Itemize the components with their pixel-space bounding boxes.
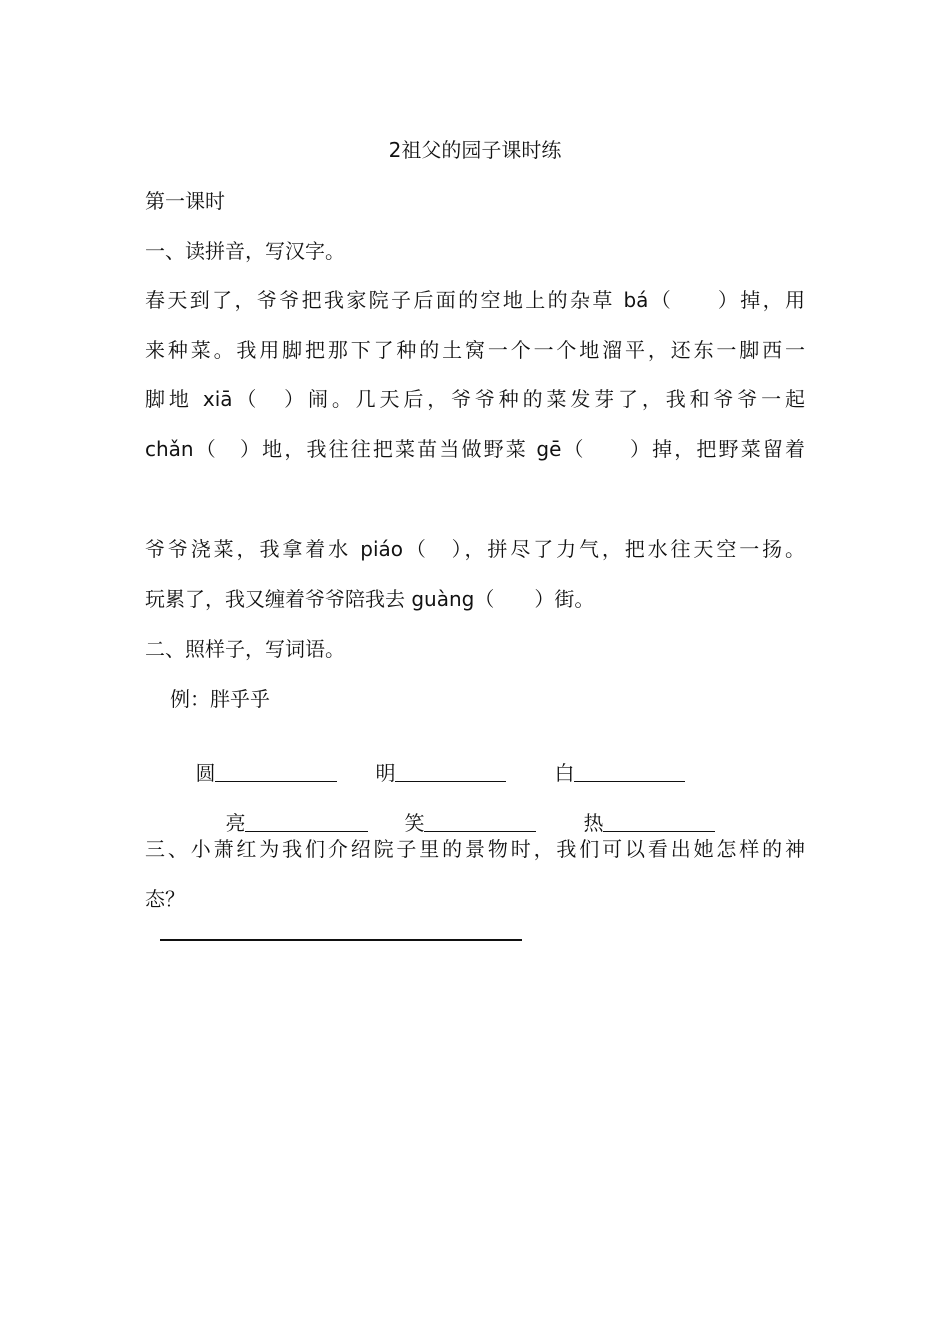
section1-line: 脚地 xiā（ ）闹。几天后，爷爷种的菜发芽了，我和爷爷一起 (145, 387, 805, 411)
section1-heading: 一、读拼音，写汉字。 (145, 239, 345, 263)
page-title: 2祖父的园子课时练 (388, 138, 562, 162)
answer-blank[interactable] (245, 811, 368, 832)
word-prefix: 白 (554, 761, 575, 785)
answer-line[interactable] (160, 939, 522, 941)
word-prefix: 亮 (225, 811, 246, 835)
word-prefix: 笑 (404, 811, 425, 835)
section2-heading: 二、照样子，写词语。 (145, 637, 345, 661)
word-prefix: 明 (375, 761, 396, 785)
answer-blank[interactable] (574, 761, 685, 782)
answer-blank[interactable] (215, 761, 337, 782)
answer-blank[interactable] (395, 761, 506, 782)
answer-blank[interactable] (603, 811, 715, 832)
section1-line: 来种菜。我用脚把那下了种的土窝一个一个地溜平，还东一脚西一 (145, 338, 805, 362)
word-prefix: 热 (583, 811, 604, 835)
section2-example: 例：胖乎乎 (170, 687, 270, 711)
lesson-label: 第一课时 (145, 189, 225, 213)
section1-line: 爷爷浇菜，我拿着水 piáo（ ），拼尽了力气，把水往天空一扬。 (145, 537, 805, 561)
answer-blank[interactable] (424, 811, 536, 832)
section1-line: 玩累了，我又缠着爷爷陪我去 guàng（ ）街。 (145, 587, 595, 611)
section1-line: 春天到了，爷爷把我家院子后面的空地上的杂草 bá（ ）掉，用 (145, 288, 805, 312)
section3-question: 态？ (145, 887, 185, 911)
section3-question: 三、小萧红为我们介绍院子里的景物时，我们可以看出她怎样的神 (145, 837, 805, 861)
word-prefix: 圆 (195, 761, 216, 785)
section1-line: chǎn（ ）地，我往往把菜苗当做野菜 gē（ ）掉，把野菜留着 (145, 437, 805, 461)
